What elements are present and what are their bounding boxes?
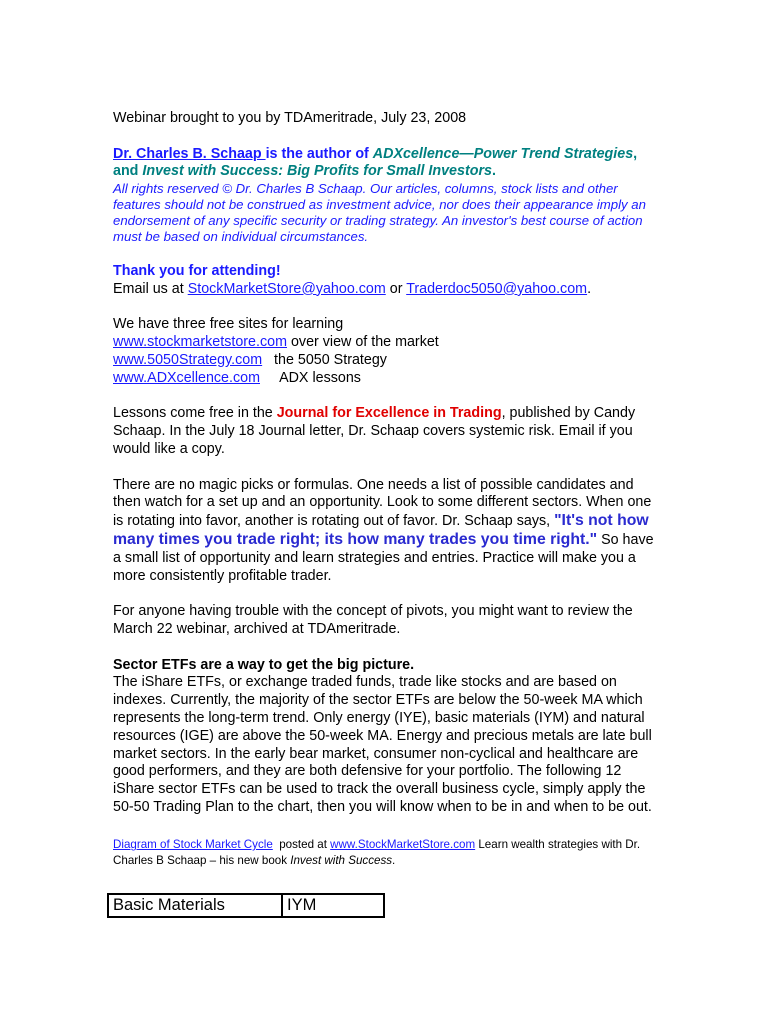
book2-title: Invest with Success: Big Profits for Small Investors	[142, 163, 492, 180]
site-link-stockmarketstore[interactable]: www.stockmarketstore.com	[113, 334, 287, 351]
thanks-heading: Thank you for attending!	[113, 262, 281, 279]
disclaimer: All rights reserved © Dr. Charles B Schaap. Our articles, columns, stock lists and other features should not be construed as investment advice, nor does their appearance imply an endorsement of any specific security or trading strategy. An investor's best course of action must be based on individual circumstances.	[113, 181, 646, 245]
site-desc: over view of the market	[287, 334, 439, 351]
magic-paragraph	[113, 477, 658, 586]
lessons-paragraph	[113, 405, 658, 458]
email-line	[113, 281, 658, 299]
schaap-quote: "It's not how many times you trade right; its how many trades you time right."	[113, 512, 649, 548]
email-prefix: Email us at	[113, 280, 188, 297]
journal-title: Journal for Excellence in Trading	[276, 405, 502, 422]
site-link-stockmarketstore-footer[interactable]: www.StockMarketStore.com	[330, 838, 476, 852]
or-text: or	[385, 280, 407, 297]
lessons-post: , published by Candy Schaap. In the July 18 Journal letter, Dr. Schaap covers systemic risk. Email if you would like a copy.	[113, 405, 636, 457]
sector-body: The iShare ETFs, or exchange traded funds, trade like stocks and are based on indexes. Currently, the majority of the sector ETFs are below the 50-week MA which represents the long-term trend. Only energy (IYE), basic materials (IYM) and natural resources (IGE) are above the 50-week MA. Energy and precious metals are late bull market sectors. In the early bear market, consumer non-cyclical and healthcare are good performers, and they are both defensive for your portfolio. The following 12 iShare sector ETFs can be used to track the overall business cycle, simply apply the 50-50 Trading Plan to the chart, then you will know when to be in and when to be out.	[113, 674, 652, 815]
magic-text: There are no magic picks or formulas. One needs a list of possible candidates and then watch for a set up and an opportunity. Look to some different sectors. When one is rotating into favor, another is rotating out of favor. Dr. Schaap says,	[113, 476, 652, 530]
table-row	[108, 894, 384, 917]
sector-cell: Basic Materials	[108, 894, 282, 917]
document-body	[113, 110, 658, 880]
intro-line: Webinar brought to you by TDAmeritrade, July 23, 2008	[113, 110, 467, 126]
magic-after: So have a small list of opportunity and learn strategies and entries. Practice will make you a more consistently profitable trader.	[113, 531, 654, 584]
book-title: Invest with Success	[290, 853, 393, 867]
footer-line	[113, 837, 658, 868]
site-link-adxcellence[interactable]: www.ADXcellence.com	[113, 369, 260, 386]
email-link-stockmarketstore[interactable]: StockMarketStore@yahoo.com	[187, 280, 386, 297]
and-text: , and	[113, 145, 638, 180]
author-text: is the author of	[265, 145, 373, 162]
etf-table	[107, 893, 385, 918]
book1-title: ADXcellence—Power Trend Strategies	[372, 145, 634, 162]
site-desc: ADX lessons	[260, 369, 361, 386]
sites-intro: We have three free sites for learning	[113, 316, 344, 333]
footer-end: .	[392, 853, 396, 867]
diagram-link[interactable]: Diagram of Stock Market Cycle	[113, 838, 273, 852]
ticker-cell: IYM	[282, 894, 384, 917]
email-link-traderdoc[interactable]: Traderdoc5050@yahoo.com	[406, 280, 588, 297]
learn-text: Learn wealth strategies with Dr. Charles B Schaap – his new book	[113, 838, 641, 867]
site-link-5050strategy[interactable]: www.5050Strategy.com	[113, 351, 263, 368]
author-paragraph	[113, 146, 658, 182]
site-desc: the 5050 Strategy	[262, 351, 387, 368]
site-item	[113, 370, 658, 388]
lessons-pre: Lessons come free in the	[113, 405, 277, 422]
author-link[interactable]: Dr. Charles B. Schaap	[113, 145, 266, 162]
author-period: .	[491, 163, 496, 180]
site-item	[113, 334, 658, 352]
pivots-paragraph: For anyone having trouble with the concept of pivots, you might want to review the March 22 webinar, archived at TDAmeritrade.	[113, 603, 633, 637]
email-suffix: .	[587, 280, 592, 297]
site-item	[113, 352, 658, 370]
sector-heading: Sector ETFs are a way to get the big picture.	[113, 656, 415, 673]
posted-at-text: posted at	[272, 838, 331, 852]
